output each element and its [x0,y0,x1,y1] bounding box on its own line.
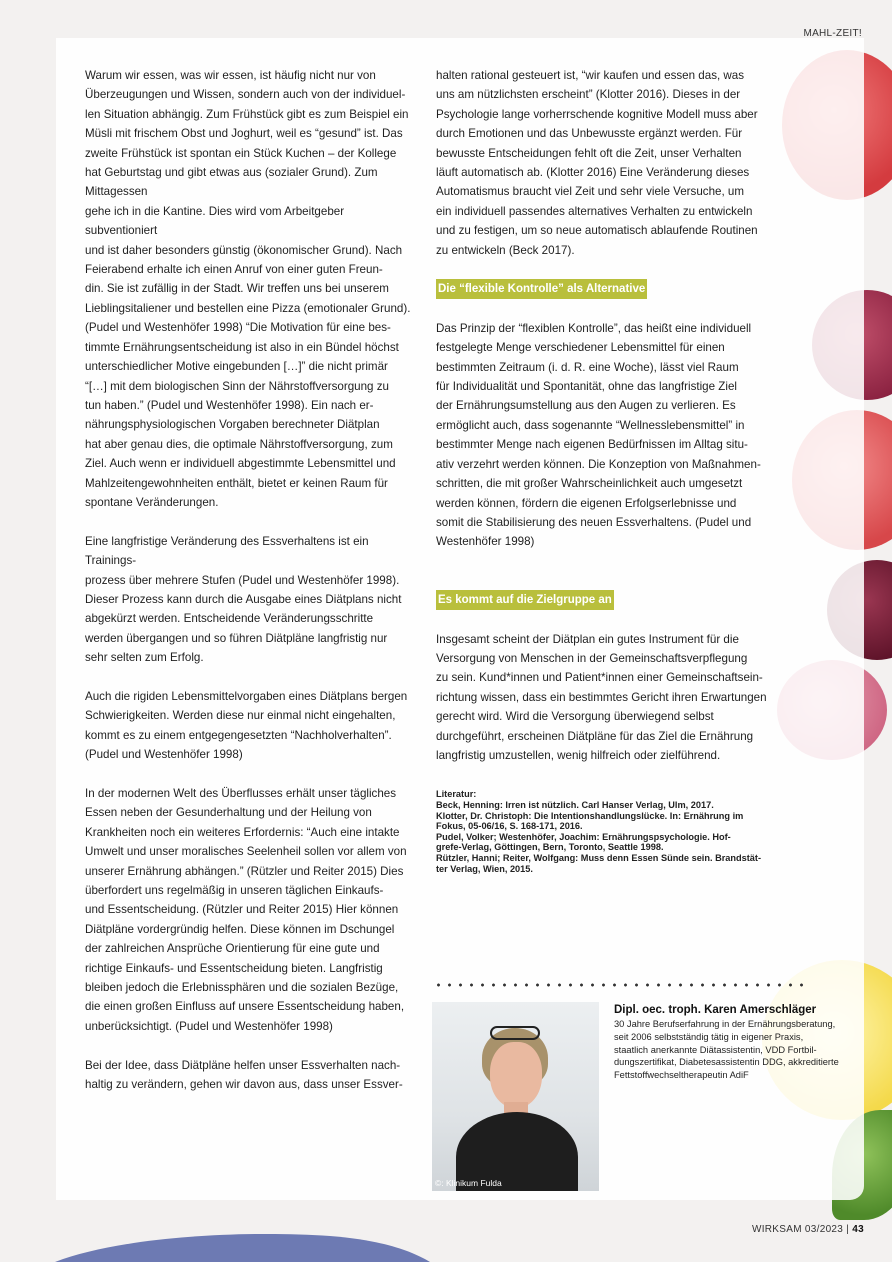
literature-item: Klotter, Dr. Christoph: Die Intentionshandlungslücke. In: Ernährung im Fokus, 05-06/16, S. 168-171, 2016. [436,810,744,832]
paragraph: Das Prinzip der “flexiblen Kontrolle”, das heißt eine individuell festgelegte Menge verschiedener Lebensmittel für einen bestimmten Zeitraum (i. d. R. eine Woche), lässt viel Raum für Individualität und Spontanität, ohne das langfristige Ziel der Ernährungsumstellung aus den Augen zu verlieren. Es ermöglicht auch, dass sogenannte “Wellnesslebensmittel” in bestimmter Menge nach eigenen Bedürfnissen im Alltag situ- ativ verzehrt werden können. Die Konzeption von Maßnahmen- schritten, die mit großer Wahrscheinlichkeit auch umgesetzt werden können, fördern die eigenen Erfolgserlebnisse und somit die Stabilisierung des neuen Essverhaltens. (Pudel und Westenhöfer 1998) [436,321,761,549]
footer-separator: | [846,1224,850,1235]
author-bio [614,1003,860,1082]
page-number: 43 [852,1224,864,1235]
section-heading: Es kommt auf die Zielgruppe an [436,590,614,610]
photo-credit: ©: Klinikum Fulda [435,1178,502,1188]
right-column [436,66,768,874]
paragraph: Eine langfristige Veränderung des Essverhaltens ist ein Trainings- prozess über mehrere Stufen (Pudel und Westenhöfer 1998). Dieser Prozess kann durch die Ausgabe eines Diätplans nicht abgekürzt werden. Entscheidende Veränderungsschritte werden übergangen und so führen Diätpläne langfristig nur sehr selten zum Erfolg. [85,534,402,665]
literature-item: Rützler, Hanni; Reiter, Wolfgang: Muss denn Essen Sünde sein. Brandstät- ter Verlag, Wien, 2015. [436,852,762,874]
paragraph: halten rational gesteuert ist, “wir kaufen und essen das, was uns am nützlichsten erscheint” (Klotter 2016). Dieses in der Psychologie lange vorherrschende kognitive Modell muss aber durch Emotionen und das Unbewusste ergänzt werden. Für bewusste Entscheidungen fehlt oft die Zeit, unser Verhalten läuft automatisch ab. (Klotter 2016) Eine Veränderung dieses Automatismus braucht viel Zeit und sehr viele Versuche, um ein individuell passendes alternatives Verhalten zu entwickeln und zu festigen, um so neue automatisch ablaufende Routinen zu entwickeln (Beck 2017). [436,69,758,257]
glasses-icon [490,1026,540,1040]
dotted-divider [433,982,803,988]
page-footer [752,1224,864,1235]
paragraph: Auch die rigiden Lebensmittelvorgaben eines Diätplans bergen Schwierigkeiten. Werden diese nur einmal nicht eingehalten, kommt es zu einem entgegengesetzten “Nachholverhalten”. (Pudel und Westenhöfer 1998) [85,689,408,762]
paragraph: Insgesamt scheint der Diätplan ein gutes Instrument für die Versorgung von Menschen in der Gemeinschaftsverpflegung zu sein. Kund*innen und Patient*innen einer Gemeinschaftsein- richtung wissen, dass ein bestimmtes Gericht ihren Erwartungen gerecht wird. Wird die Versorgung überwiegend selbst durchgeführt, erscheinen Diätpläne für das Ziel die Ernährung langfristig umzustellen, wenig hilfreich oder zielführend. [436,632,767,762]
face-shape [490,1042,542,1108]
author-description: 30 Jahre Berufserfahrung in der Ernährungsberatung, seit 2006 selbstständig tätig in eigener Praxis, staatlich anerkannte Diätassistentin, VDD Fortbil- dungszertifikat, Diabetesassistentin DDG, akkreditierte Fettstoffwechseltherapeutin AdiF [614,1019,839,1081]
paragraph: In der modernen Welt des Überflusses erhält unser tägliches Essen neben der Gesunderhaltung und der Heilung von Krankheiten noch ein weiteres Erfordernis: “Auch eine intakte Umwelt und unser moralisches Seelenheil sollen vor allem von unserer Ernährung abhängen.” (Rützler und Reiter 2015) Dies überfordert uns regelmäßig in unseren täglichen Einkaufs- und Essentscheidung. (Rützler und Reiter 2015) Hier können Diätpläne vordergründig helfen. Diese können im Dschungel der zahlreichen Ansprüche Orientierung für eine gute und richtige Einkaufs- und Essentscheidung bieten. Langfristig bleiben jedoch die Erlebnissphären und die sozialen Bezüge, die einen großen Einfluss auf unsere Essentscheidung haben, unberücksichtigt. (Pudel und Westenhöfer 1998) [85,786,407,1033]
paragraph: Warum wir essen, was wir essen, ist häufig nicht nur von Überzeugungen und Wissen, sondern auch von der individuel- len Situation abhängig. Zum Frühstück gibt es zum Beispiel ein Müsli mit frischem Obst und Joghurt, weil es “gesund” ist. Das zweite Frühstück ist spontan ein Stück Kuchen – der Kollege hat Geburtstag und gibt etwas aus (sozialer Grund). Zum Mittagessen gehe ich in die Kantine. Dies wird vom Arbeitgeber subventioniert und ist daher besonders günstig (ökonomischer Grund). Nach Feierabend erhalte ich einen Anruf von einer guten Freun- din. Sie ist zufällig in der Stadt. Wir treffen uns bei unserem Lieblingsitaliener und bestellen eine Pizza (emotionaler Grund). (Pudel und Westenhöfer 1998) “Die Motivation für eine bes- timmte Ernährungsentscheidung ist also in ein Bündel höchst unterschiedlicher Motive eingebunden […]” die nicht primär “[…] mit dem biologischen Sinn der Nährstoffversorgung zu tun haben.” (Pudel und Westenhöfer 1998). Ein nach er- nährungsphysiologischen Vorgaben berechneter Diätplan hat aber genau dies, die optimale Nährstoffversorgung, zum Ziel. Auch wenn er individuell abgestimmte Lebensmittel und Mahlzeitengewohnheiten enthält, bietet er keinen Raum für spontane Veränderungen. [85,69,411,509]
magazine-issue: WIRKSAM 03/2023 [751,1224,844,1235]
author-name: Dipl. oec. troph. Karen Amerschläger [614,1004,817,1016]
section-heading: Die “flexible Kontrolle” als Alternative [436,279,647,299]
section-label: MAHL-ZEIT! [803,28,862,39]
wave-shape [55,1234,430,1262]
literature-item: Pudel, Volker; Westenhöfer, Joachim: Ernährungspsychologie. Hof- grefe-Verlag, Göttingen, Bern, Toronto, Seattle 1998. [436,831,731,853]
literature-item: Beck, Henning: Irren ist nützlich. Carl Hanser Verlag, Ulm, 2017. [436,799,714,810]
paragraph: Bei der Idee, dass Diätpläne helfen unser Essverhalten nach- haltig zu verändern, gehen wir davon aus, dass unser Essver- [85,1058,403,1092]
author-photo [432,1002,599,1191]
literature-title: Literatur: [436,789,477,800]
literature-list [436,789,768,874]
left-column [85,66,415,1114]
